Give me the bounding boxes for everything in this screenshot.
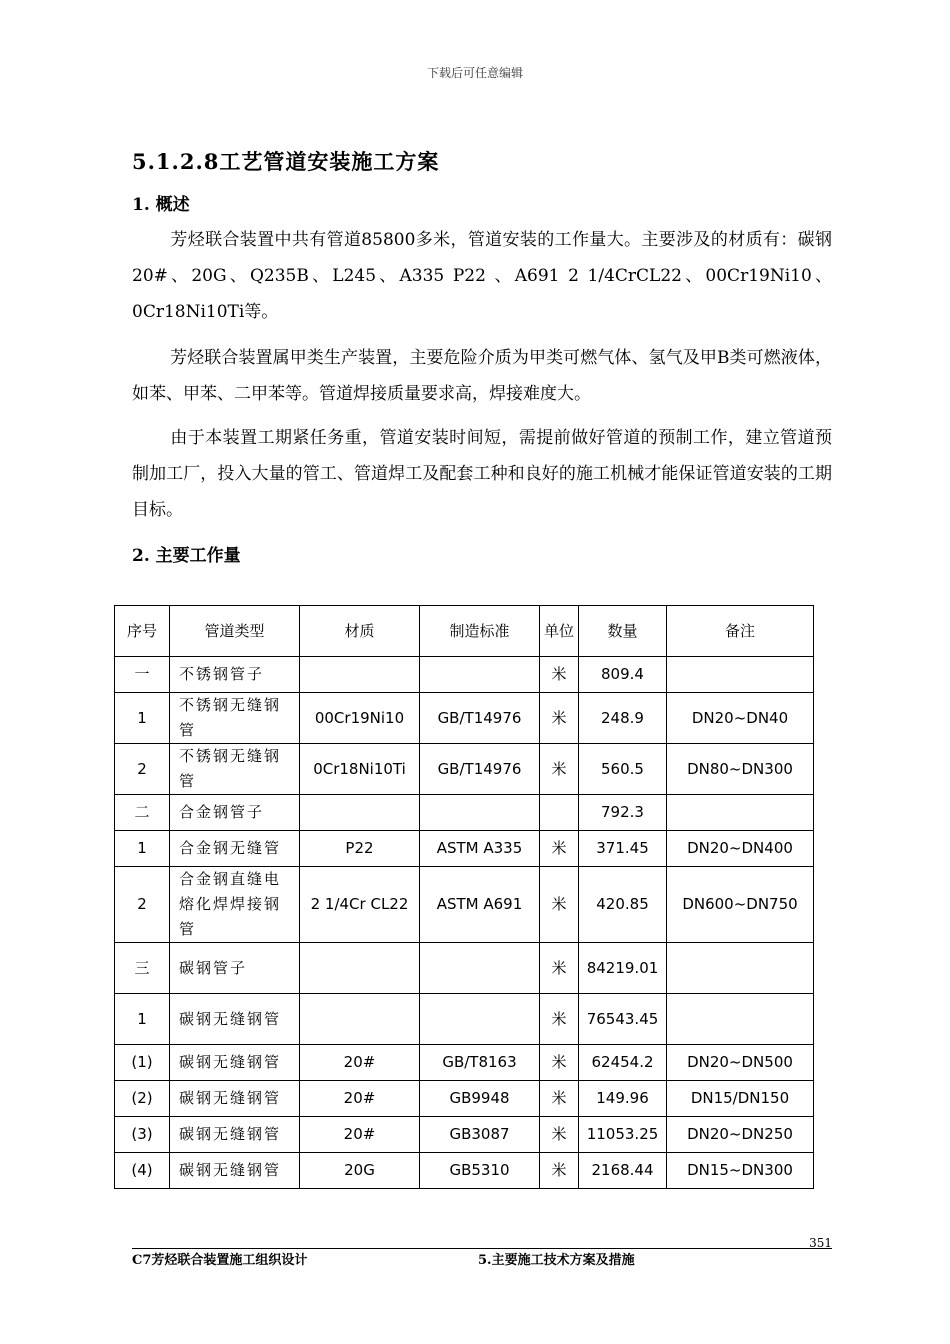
- cell-standard: [420, 795, 540, 831]
- cell-material: 2 1/4Cr CL22: [300, 867, 420, 943]
- cell-material: P22: [300, 831, 420, 867]
- cell-unit: 米: [540, 867, 579, 943]
- column-header: 管道类型: [170, 606, 300, 657]
- cell-quantity: 62454.2: [579, 1045, 667, 1081]
- cell-type: 不锈钢无缝钢管: [170, 744, 300, 795]
- cell-material: 0Cr18Ni10Ti: [300, 744, 420, 795]
- cell-quantity: 2168.44: [579, 1153, 667, 1189]
- cell-quantity: 149.96: [579, 1081, 667, 1117]
- cell-remark: DN20~DN40: [667, 693, 814, 744]
- table-row: [115, 943, 814, 994]
- table-header-row: [115, 606, 814, 657]
- cell-standard: GB9948: [420, 1081, 540, 1117]
- cell-type: 碳钢无缝钢管: [170, 1153, 300, 1189]
- cell-quantity: 792.3: [579, 795, 667, 831]
- cell-type: 合金钢管子: [170, 795, 300, 831]
- cell-remark: DN20~DN400: [667, 831, 814, 867]
- cell-standard: GB/T14976: [420, 744, 540, 795]
- table-row: [115, 744, 814, 795]
- column-header: 制造标准: [420, 606, 540, 657]
- cell-quantity: 560.5: [579, 744, 667, 795]
- cell-material: 20#: [300, 1117, 420, 1153]
- cell-quantity: 371.45: [579, 831, 667, 867]
- cell-quantity: 809.4: [579, 657, 667, 693]
- cell-standard: [420, 657, 540, 693]
- column-header: 序号: [115, 606, 170, 657]
- overview-paragraph-3: [132, 420, 832, 528]
- overview-paragraph-1: [132, 222, 832, 330]
- cell-unit: 米: [540, 1153, 579, 1189]
- cell-remark: DN20~DN250: [667, 1117, 814, 1153]
- overview-heading: 1. 概述: [132, 195, 190, 215]
- cell-remark: DN15~DN300: [667, 1153, 814, 1189]
- cell-standard: GB/T8163: [420, 1045, 540, 1081]
- table-row: [115, 693, 814, 744]
- section-title: 5.1.2.8工艺管道安装施工方案: [132, 149, 440, 174]
- table-row: [115, 657, 814, 693]
- cell-type: 碳钢管子: [170, 943, 300, 994]
- column-header: 数量: [579, 606, 667, 657]
- cell-material: 20G: [300, 1153, 420, 1189]
- workload-heading: 2. 主要工作量: [132, 546, 241, 566]
- cell-material: 00Cr19Ni10: [300, 693, 420, 744]
- cell-material: 20#: [300, 1081, 420, 1117]
- cell-unit: 米: [540, 1081, 579, 1117]
- footer-chapter-title: 5.主要施工技术方案及措施: [478, 1253, 635, 1268]
- cell-no: 1: [115, 994, 170, 1045]
- table-row: [115, 1045, 814, 1081]
- table-row: [115, 1117, 814, 1153]
- cell-no: (2): [115, 1081, 170, 1117]
- page-number: 351: [809, 1236, 832, 1250]
- cell-no: 二: [115, 795, 170, 831]
- cell-standard: GB3087: [420, 1117, 540, 1153]
- cell-type: 合金钢直缝电熔化焊焊接钢管: [170, 867, 300, 943]
- cell-remark: [667, 795, 814, 831]
- cell-quantity: 84219.01: [579, 943, 667, 994]
- cell-no: (1): [115, 1045, 170, 1081]
- cell-remark: DN80~DN300: [667, 744, 814, 795]
- cell-standard: ASTM A691: [420, 867, 540, 943]
- cell-unit: 米: [540, 1045, 579, 1081]
- column-header: 单位: [540, 606, 579, 657]
- cell-unit: 米: [540, 693, 579, 744]
- cell-no: (4): [115, 1153, 170, 1189]
- cell-unit: 米: [540, 943, 579, 994]
- overview-paragraph-2: [132, 340, 832, 412]
- cell-no: 2: [115, 867, 170, 943]
- cell-unit: 米: [540, 994, 579, 1045]
- cell-standard: GB5310: [420, 1153, 540, 1189]
- cell-material: [300, 657, 420, 693]
- cell-remark: [667, 943, 814, 994]
- cell-no: 三: [115, 943, 170, 994]
- cell-quantity: 11053.25: [579, 1117, 667, 1153]
- cell-standard: GB/T14976: [420, 693, 540, 744]
- cell-no: (3): [115, 1117, 170, 1153]
- cell-quantity: 248.9: [579, 693, 667, 744]
- cell-material: [300, 795, 420, 831]
- column-header: 备注: [667, 606, 814, 657]
- cell-type: 碳钢无缝钢管: [170, 1081, 300, 1117]
- header-note: 下载后可任意编辑: [426, 66, 523, 80]
- paragraph-text: 由于本装置工期紧任务重，管道安装时间短，需提前做好管道的预制工作，建立管道预制加工厂，投入大量的管工、管道焊工及配套工种和良好的施工机械才能保证管道安装的工期目标。: [132, 428, 832, 520]
- table-row: [115, 1153, 814, 1189]
- cell-unit: 米: [540, 831, 579, 867]
- cell-standard: [420, 943, 540, 994]
- cell-unit: 米: [540, 1117, 579, 1153]
- cell-no: 一: [115, 657, 170, 693]
- cell-standard: [420, 994, 540, 1045]
- cell-material: [300, 943, 420, 994]
- cell-unit: 米: [540, 657, 579, 693]
- cell-remark: DN600~DN750: [667, 867, 814, 943]
- cell-no: 1: [115, 693, 170, 744]
- pipe-workload-table: [114, 605, 814, 1189]
- table-row: [115, 867, 814, 943]
- cell-standard: ASTM A335: [420, 831, 540, 867]
- cell-remark: DN15/DN150: [667, 1081, 814, 1117]
- cell-remark: [667, 994, 814, 1045]
- table-row: [115, 831, 814, 867]
- cell-type: 不锈钢管子: [170, 657, 300, 693]
- cell-unit: [540, 795, 579, 831]
- cell-remark: DN20~DN500: [667, 1045, 814, 1081]
- cell-material: 20#: [300, 1045, 420, 1081]
- table-row: [115, 1081, 814, 1117]
- paragraph-text: 芳烃联合装置中共有管道85800多米，管道安装的工作量大。主要涉及的材质有：碳钢20#、20G、Q235B、L245、A335 P22 、A691 2 1/4CrCL22、00Cr19Ni10、0Cr18Ni10Ti等。: [132, 230, 832, 322]
- column-header: 材质: [300, 606, 420, 657]
- cell-remark: [667, 657, 814, 693]
- cell-quantity: 76543.45: [579, 994, 667, 1045]
- cell-no: 1: [115, 831, 170, 867]
- table-row: [115, 994, 814, 1045]
- footer-document-title: C7芳烃联合装置施工组织设计: [132, 1253, 308, 1268]
- cell-type: 不锈钢无缝钢管: [170, 693, 300, 744]
- cell-no: 2: [115, 744, 170, 795]
- cell-quantity: 420.85: [579, 867, 667, 943]
- cell-type: 碳钢无缝钢管: [170, 1045, 300, 1081]
- paragraph-text: 芳烃联合装置属甲类生产装置，主要危险介质为甲类可燃气体、氢气及甲B类可燃液体，如苯、甲苯、二甲苯等。管道焊接质量要求高，焊接难度大。: [132, 348, 832, 404]
- cell-unit: 米: [540, 744, 579, 795]
- cell-type: 碳钢无缝钢管: [170, 994, 300, 1045]
- cell-type: 合金钢无缝管: [170, 831, 300, 867]
- cell-type: 碳钢无缝钢管: [170, 1117, 300, 1153]
- table-row: [115, 795, 814, 831]
- cell-material: [300, 994, 420, 1045]
